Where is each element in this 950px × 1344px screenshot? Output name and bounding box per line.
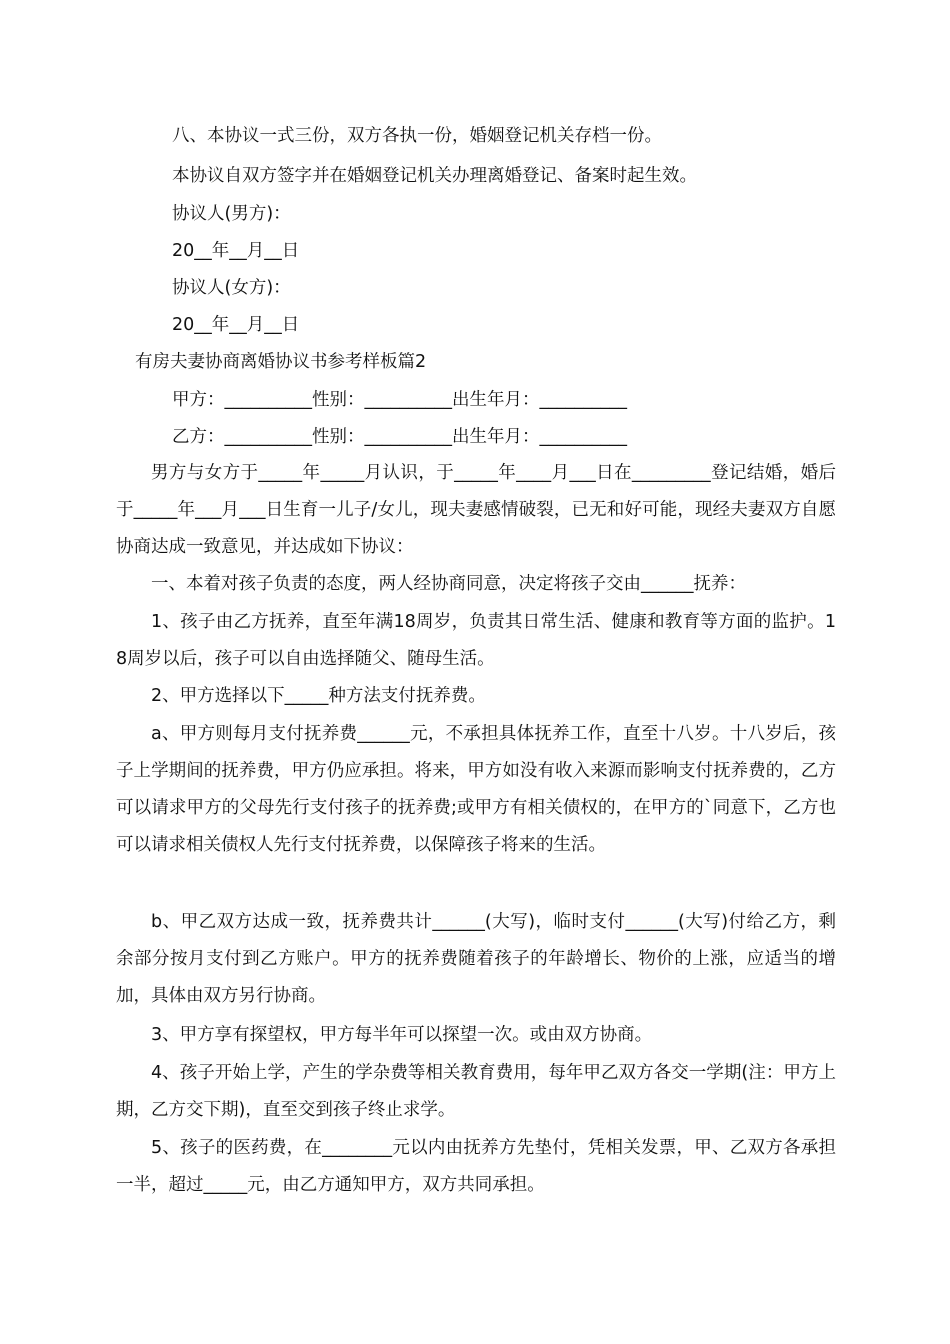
party-b-line: 乙方：__________性别：__________出生年月：__________	[172, 427, 627, 447]
item-1: 1、孩子由乙方抚养，直至年满18周岁，负责其日常生活、健康和教育等方面的监护。18周岁以后，孩子可以自由选择随父、随母生活。	[116, 612, 836, 669]
item-a: a、甲方则每月支付抚养费______元，不承担具体抚养工作，直至十八岁。十八岁后，孩子上学期间的抚养费，甲方仍应承担。将来，甲方如没有收入来源而影响支付抚养费的，乙方可以请求甲方的父母先行支付孩子的抚养费;或甲方有相关债权的，在甲方的`同意下，乙方也可以请求相关债权人先行支付抚养费，以保障孩子将来的生活。	[116, 724, 836, 855]
item-4: 4、孩子开始上学，产生的学杂费等相关教育费用，每年甲乙双方各交一学期(注：甲方上期，乙方交下期)，直至交到孩子终止求学。	[116, 1063, 836, 1120]
intro-paragraph: 男方与女方于_____年_____月认识，于_____年____月___日在_________登记结婚，婚后于_____年___月___日生育一儿子/女儿，现夫妻感情破裂，已无和好可能，现经夫妻双方自愿协商达成一致意见，并达成如下协议：	[116, 463, 836, 557]
date-line-1: 20__年__月__日	[172, 241, 300, 261]
clause-8: 八、本协议一式三份，双方各执一份，婚姻登记机关存档一份。	[172, 126, 662, 146]
clause-1: 一、本着对孩子负责的态度，两人经协商同意，决定将孩子交由______抚养：	[151, 574, 746, 594]
effective-clause: 本协议自双方签字并在婚姻登记机关办理离婚登记、备案时起生效。	[172, 166, 697, 186]
item-3: 3、甲方享有探望权，甲方每半年可以探望一次。或由双方协商。	[151, 1025, 653, 1045]
date-line-2: 20__年__月__日	[172, 315, 300, 335]
item-5: 5、孩子的医药费，在________元以内由抚养方先垫付，凭相关发票，甲、乙双方各承担一半，超过_____元，由乙方通知甲方，双方共同承担。	[116, 1138, 836, 1195]
item-b: b、甲乙双方达成一致，抚养费共计______(大写)，临时支付______(大写)付给乙方，剩余部分按月支付到乙方账户。甲方的抚养费随着孩子的年龄增长、物价的上涨，应适当的增加，具体由双方另行协商。	[116, 912, 836, 1006]
section-title: 有房夫妻协商离婚协议书参考样板篇2	[135, 352, 427, 372]
signer-female: 协议人(女方)：	[172, 278, 291, 298]
signer-male: 协议人(男方)：	[172, 204, 291, 224]
party-a-line: 甲方：__________性别：__________出生年月：__________	[172, 390, 627, 410]
item-2: 2、甲方选择以下_____种方法支付抚养费。	[151, 686, 486, 706]
